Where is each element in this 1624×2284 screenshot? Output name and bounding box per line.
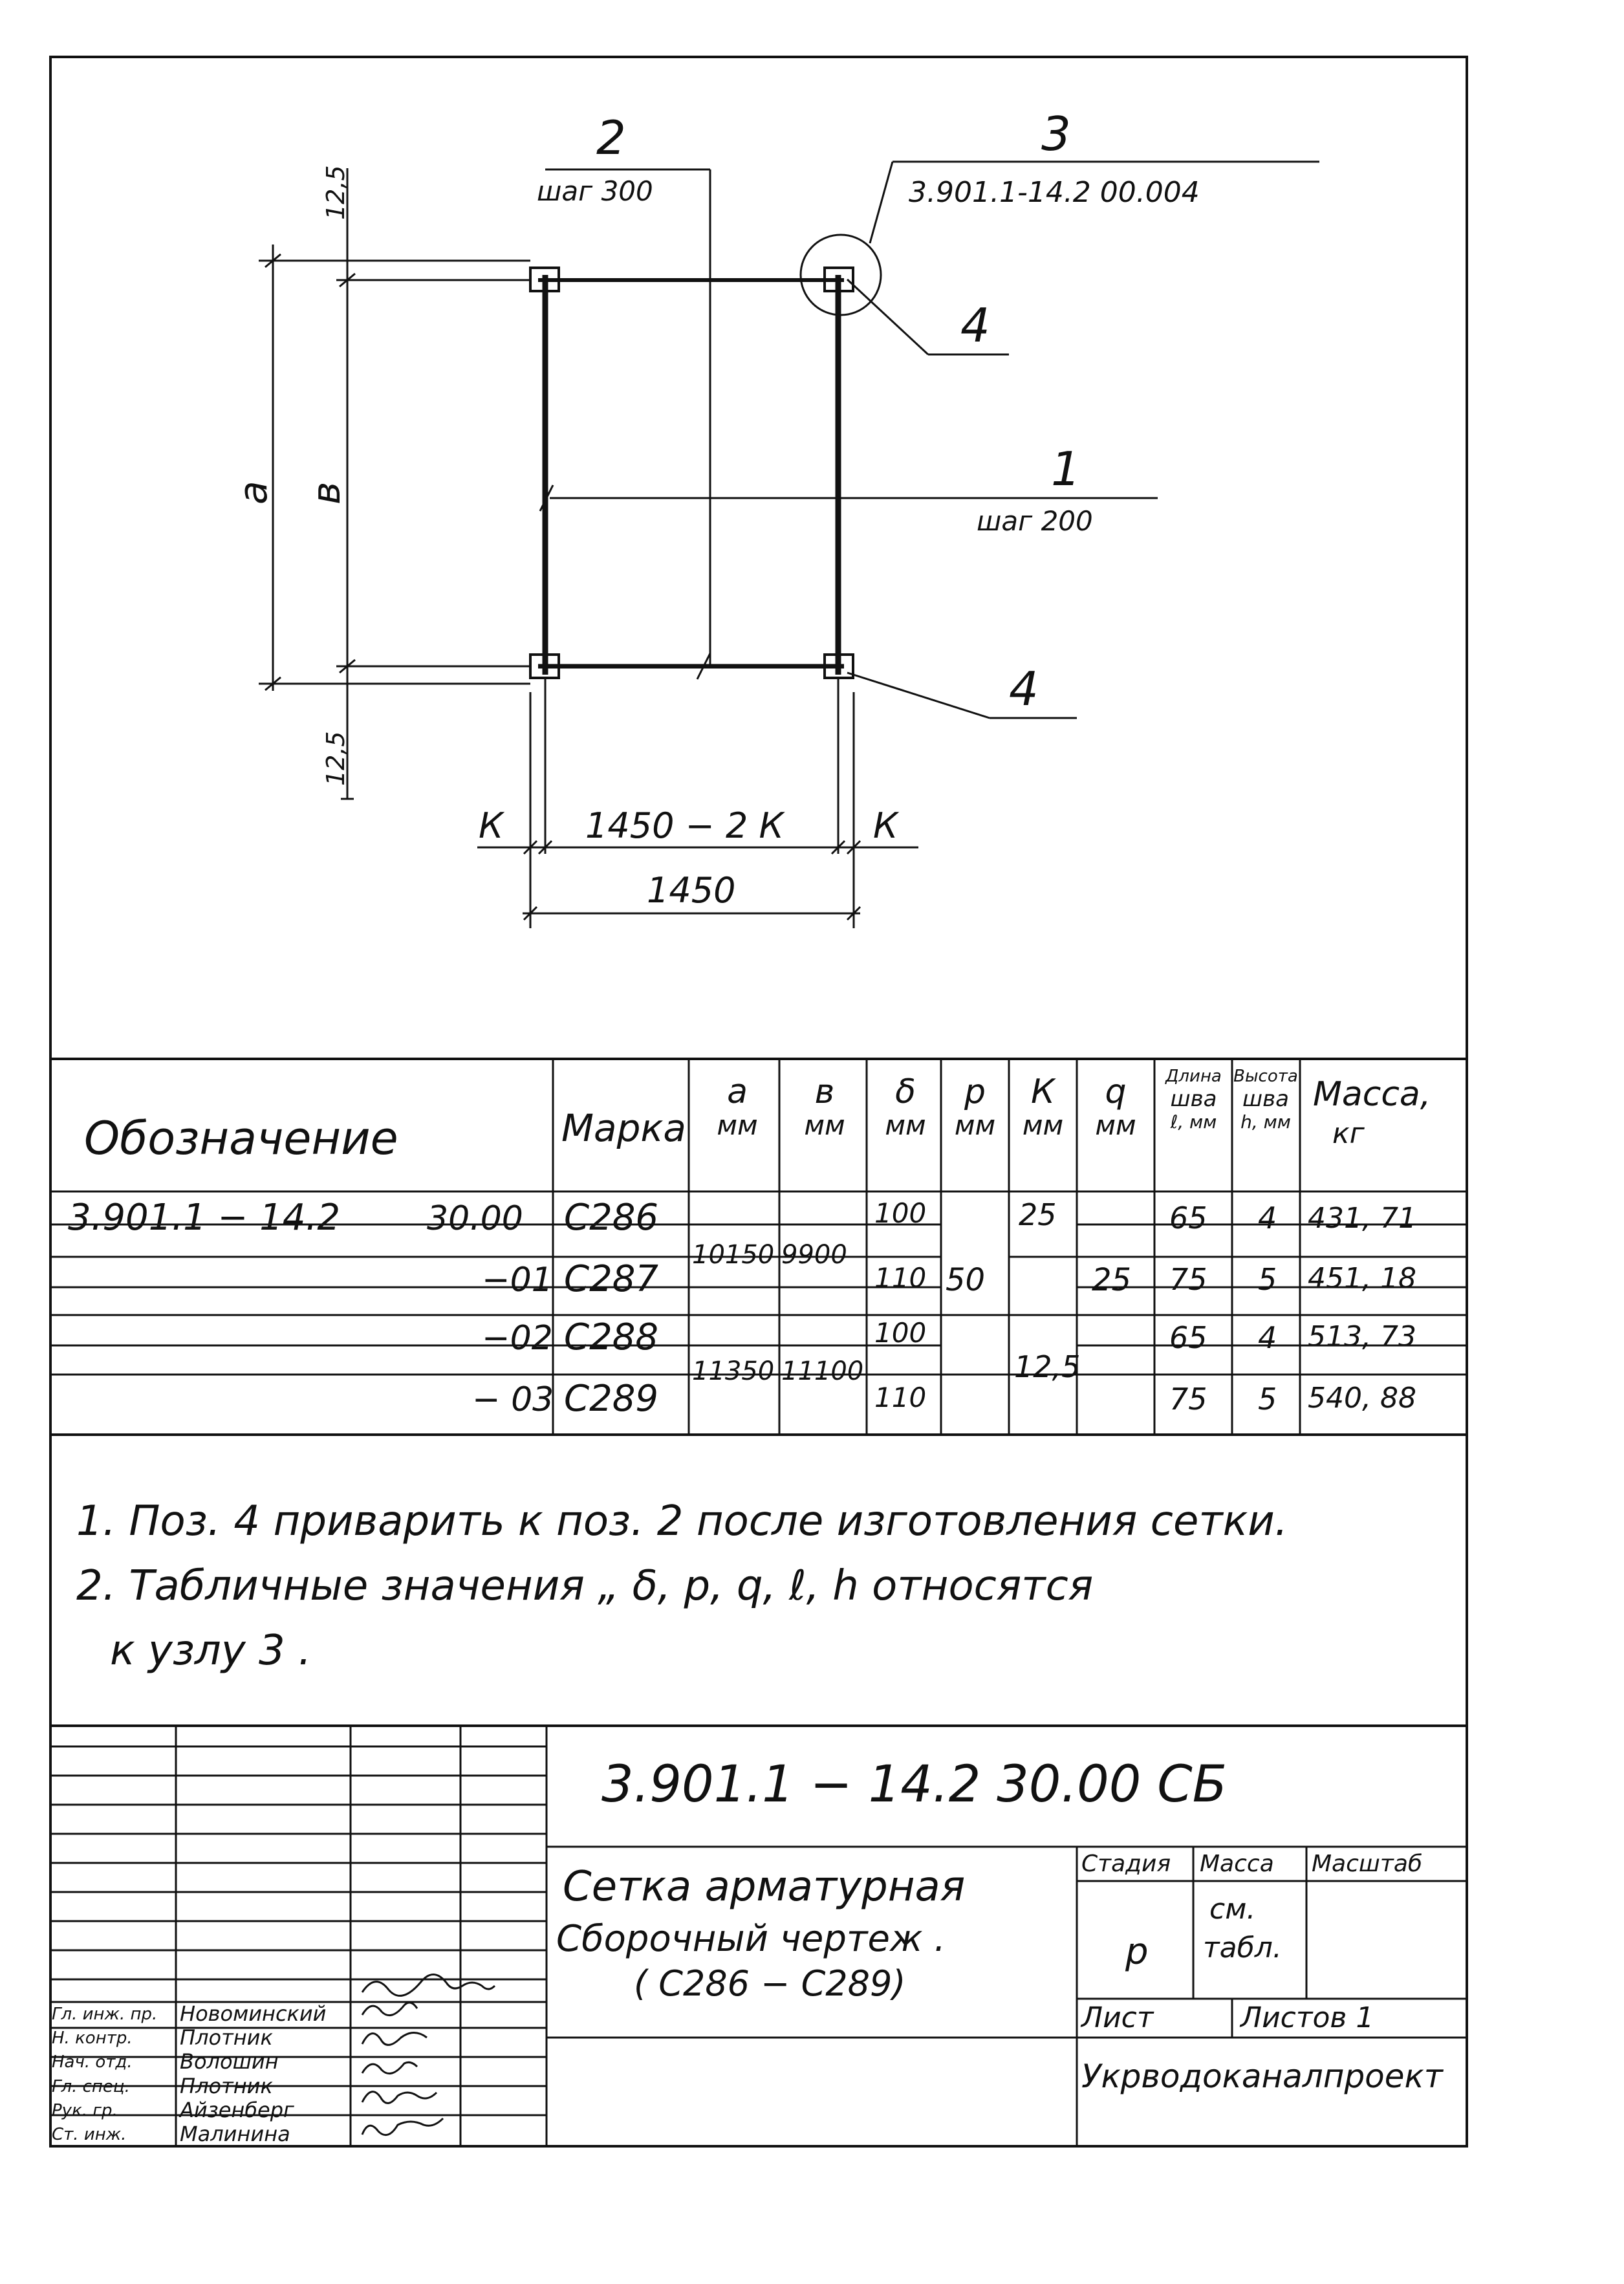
header-b xyxy=(789,1074,860,1140)
staff-name-6: Малинина xyxy=(180,2121,290,2146)
row4-code: − 03 xyxy=(472,1380,554,1419)
stage-label: Стадия xyxy=(1081,1851,1171,1877)
dim-total: 1450 xyxy=(647,870,736,911)
a-merged-2: 11350 xyxy=(692,1356,775,1386)
header-q-unit: мм xyxy=(1095,1109,1136,1142)
header-designation: Обозначение xyxy=(84,1112,398,1165)
header-weld-height-1: Высота xyxy=(1233,1067,1298,1086)
dim-inner: 1450 − 2 К xyxy=(585,805,784,846)
staff-name-2: Плотник xyxy=(180,2025,273,2050)
dim-b: в xyxy=(304,481,349,505)
row3-weld-l: 65 xyxy=(1169,1320,1207,1355)
row2-weld-h: 5 xyxy=(1258,1262,1277,1297)
row4-delta: 110 xyxy=(874,1382,927,1413)
header-p-sym: р xyxy=(964,1072,986,1111)
header-mark: Марка xyxy=(561,1106,686,1150)
staff-name-5: Айзенберг xyxy=(180,2097,294,2122)
row3-code: −02 xyxy=(482,1319,553,1358)
b-merged-1: 9900 xyxy=(781,1240,847,1270)
header-weld-length-1: Длина xyxy=(1165,1067,1222,1086)
header-delta-unit: мм xyxy=(885,1109,926,1142)
pos4-bottom-label: 4 xyxy=(1009,662,1039,716)
header-k-unit: мм xyxy=(1022,1109,1064,1142)
staff-name-1: Новоминский xyxy=(180,2001,327,2026)
doc-code: 3.901.1 − 14.2 30.00 СБ xyxy=(601,1756,1228,1814)
header-q-sym: q xyxy=(1105,1072,1127,1111)
title-name-1: Сетка арматурная xyxy=(563,1863,966,1911)
row2-mark: С287 xyxy=(564,1258,658,1300)
note-1: 1. Поз. 4 приварить к поз. 2 после изготовления сетки. xyxy=(76,1497,1288,1545)
header-p-unit: мм xyxy=(954,1109,996,1142)
row1-mark: С286 xyxy=(564,1197,658,1239)
header-delta xyxy=(870,1074,941,1140)
row4-mass: 540, 88 xyxy=(1308,1382,1416,1415)
header-k-sym: К xyxy=(1031,1072,1055,1111)
row2-code: −01 xyxy=(482,1261,553,1300)
header-weld-length-3: ℓ, мм xyxy=(1170,1111,1217,1133)
header-p xyxy=(944,1074,1006,1140)
header-weld-height-2: шва xyxy=(1242,1085,1289,1112)
row1-code: 30.00 xyxy=(427,1199,523,1238)
row1-designation: 3.901.1 − 14.2 xyxy=(68,1197,340,1239)
row2-mass: 451, 18 xyxy=(1308,1262,1416,1295)
header-weld-height-3: h, мм xyxy=(1240,1111,1291,1133)
organization: Укрводоканалпроект xyxy=(1081,2058,1443,2095)
row3-mass: 513, 73 xyxy=(1308,1320,1416,1353)
pos2-label: 2 xyxy=(596,111,626,165)
title-name-2: Сборочный чертеж . xyxy=(556,1918,946,1960)
note-2: 2. Табличные значения „ δ, р, q, ℓ, h относятся xyxy=(76,1562,1094,1610)
b-merged-2: 11100 xyxy=(781,1356,864,1386)
staff-role-1: Гл. инж. пр. xyxy=(52,2005,158,2024)
row1-weld-l: 65 xyxy=(1169,1201,1207,1235)
scale-label: Масштаб xyxy=(1312,1851,1423,1877)
row2-weld-l: 75 xyxy=(1169,1262,1207,1297)
pos3-ref: 3.901.1-14.2 00.004 xyxy=(909,176,1200,209)
header-weld-length-2: шва xyxy=(1170,1085,1217,1112)
staff-role-3: Нач. отд. xyxy=(52,2052,133,2072)
dim-k-left: К xyxy=(479,805,504,846)
pos1-step: шаг 200 xyxy=(977,505,1093,537)
row1-weld-h: 4 xyxy=(1258,1201,1277,1235)
dim-bottom: 12,5 xyxy=(321,731,350,786)
mass-label: Масса xyxy=(1200,1851,1274,1877)
staff-name-3: Волошин xyxy=(180,2049,279,2074)
drawing-labels xyxy=(231,107,1200,911)
header-k xyxy=(1012,1074,1074,1140)
header-mass xyxy=(1313,1074,1431,1151)
header-a-unit: мм xyxy=(717,1109,758,1142)
q-merged: 25 xyxy=(1092,1262,1132,1298)
staff-role-2: Н. контр. xyxy=(52,2028,133,2049)
row3-mark: С288 xyxy=(564,1316,658,1358)
header-weld-length xyxy=(1156,1067,1231,1133)
row1-delta: 100 xyxy=(874,1197,927,1229)
a-merged-1: 10150 xyxy=(692,1240,775,1270)
staff-role-4: Гл. спец. xyxy=(52,2076,130,2096)
dim-top: 12,5 xyxy=(321,165,350,220)
pos2-step: шаг 300 xyxy=(537,175,653,207)
header-delta-sym: δ xyxy=(895,1072,916,1111)
header-mass-1: Масса, xyxy=(1313,1075,1431,1114)
sheets-label: Листов 1 xyxy=(1240,2001,1374,2034)
row3-delta: 100 xyxy=(874,1317,927,1349)
header-b-sym: в xyxy=(814,1072,835,1111)
header-a xyxy=(711,1074,763,1140)
staff-name-4: Плотник xyxy=(180,2073,273,2098)
dim-k-right: К xyxy=(873,805,898,846)
mesh-drawing xyxy=(259,162,1319,928)
k-merged-2: 12,5 xyxy=(1014,1349,1081,1384)
header-a-sym: a xyxy=(727,1072,748,1111)
row4-weld-l: 75 xyxy=(1169,1382,1207,1417)
mass-value-1: см. xyxy=(1209,1893,1256,1926)
pos3-label: 3 xyxy=(1041,107,1071,161)
staff-role-6: Ст. инж. xyxy=(52,2124,127,2144)
dim-a: a xyxy=(231,481,276,505)
row4-mark: С289 xyxy=(564,1378,658,1420)
sheet-label: Лист xyxy=(1081,2001,1154,2034)
k-merged-1: 25 xyxy=(1019,1197,1057,1232)
stage-value: р xyxy=(1125,1931,1149,1973)
pos4-top-label: 4 xyxy=(960,298,990,353)
staff-role-5: Рук. гр. xyxy=(52,2100,118,2120)
header-mass-2: кг xyxy=(1332,1117,1365,1150)
mass-value-2: табл. xyxy=(1203,1931,1282,1964)
row1-mass: 431, 71 xyxy=(1308,1202,1416,1235)
row3-weld-h: 4 xyxy=(1258,1320,1277,1355)
row2-delta: 110 xyxy=(874,1262,927,1294)
title-name-3: ( С286 − С289) xyxy=(634,1963,906,2004)
pos1-label: 1 xyxy=(1051,442,1081,496)
signatures xyxy=(362,1975,495,2135)
note-3: к узлу 3 . xyxy=(110,1627,312,1675)
header-b-unit: мм xyxy=(804,1109,845,1142)
p-merged: 50 xyxy=(946,1262,986,1298)
header-weld-height xyxy=(1233,1067,1298,1133)
row4-weld-h: 5 xyxy=(1258,1382,1277,1417)
header-q xyxy=(1080,1074,1151,1140)
